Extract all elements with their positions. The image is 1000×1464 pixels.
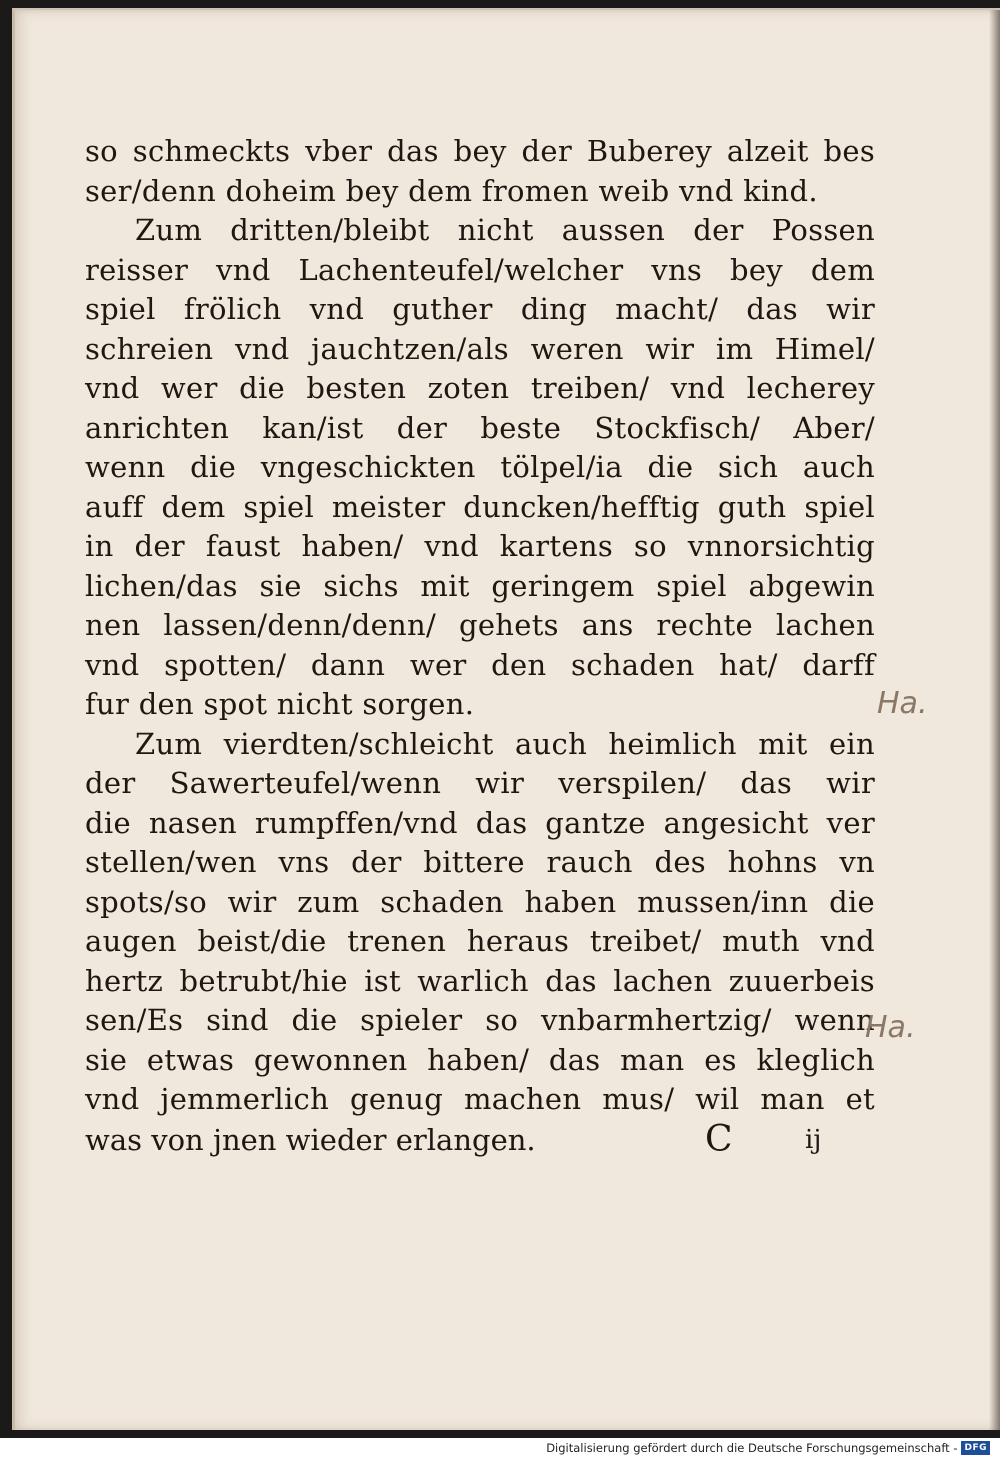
text-line: auff dem spiel meister duncken/hefftig guth spiel <box>85 489 875 524</box>
text-line: spiel frölich vnd guther ding macht/ das wir <box>85 292 875 326</box>
dfg-logo: DFG <box>961 1441 990 1455</box>
text-line: nen lassen/denn/denn/ gehets ans rechte lachen <box>85 608 875 642</box>
signature-mark: C <box>705 1118 733 1160</box>
text-line: so schmeckts vber das bey der Buberey alzeit bes <box>85 134 875 168</box>
text-line: anrichten kan/ist der beste Stockfisch/ Aber/ <box>85 410 875 445</box>
signature-number: ij <box>805 1124 822 1155</box>
text-line: sen/Es sind die spieler so vnbarmhertzig/ wenn <box>85 1003 875 1037</box>
credit-text: Digitalisierung gefördert durch die Deutsche Forschungsgemeinschaft - <box>546 1441 958 1455</box>
text-line: schreien vnd jauchtzen/als weren wir im Himel/ <box>85 331 875 366</box>
text-line: was von jnen wieder erlangen. <box>85 1122 536 1157</box>
text-line: vnd wer die besten zoten treiben/ vnd lecherey <box>85 371 875 405</box>
text-line: lichen/das sie sichs mit geringem spiel abgewin <box>85 568 875 603</box>
text-line: vnd jemmerlich genug machen mus/ wil man et <box>85 1082 875 1116</box>
text-line: in der faust haben/ vnd kartens so vnnorsichtig <box>85 529 875 563</box>
text-line: der Sawerteufel/wenn wir verspilen/ das wir <box>85 766 875 800</box>
last-line-with-signature <box>85 1120 875 1160</box>
text-line: Zum vierdten/schleicht auch heimlich mit ein <box>135 726 875 761</box>
page-text <box>85 132 875 1160</box>
text-line: augen beist/die trenen heraus treibet/ muth vnd <box>85 924 875 958</box>
text-line: wenn die vngeschickten tölpel/ia die sich auch <box>85 450 875 484</box>
text-line: fur den spot nicht sorgen. <box>85 687 475 721</box>
text-line: hertz betrubt/hie ist warlich das lachen zuuerbeis <box>85 963 875 998</box>
text-line: vnd spotten/ dann wer den schaden hat/ darff <box>85 647 875 682</box>
text-line: reisser vnd Lachenteufel/welcher vns bey dem <box>85 252 875 287</box>
text-line: sie etwas gewonnen haben/ das man es kleglich <box>85 1042 875 1077</box>
text-line: Zum dritten/bleibt nicht aussen der Possen <box>135 213 875 247</box>
text-line: spots/so wir zum schaden haben mussen/inn die <box>85 884 875 919</box>
text-line: ser/denn doheim bey dem fromen weib vnd kind. <box>85 173 818 208</box>
margin-annotation: Ha. <box>877 686 928 721</box>
margin-annotation: Ha. <box>865 1010 916 1045</box>
digitization-credit <box>546 1441 990 1455</box>
book-page <box>12 8 1000 1430</box>
text-line: stellen/wen vns der bittere rauch des hohns vn <box>85 845 875 879</box>
text-line: die nasen rumpffen/vnd das gantze angesicht ver <box>85 805 875 840</box>
